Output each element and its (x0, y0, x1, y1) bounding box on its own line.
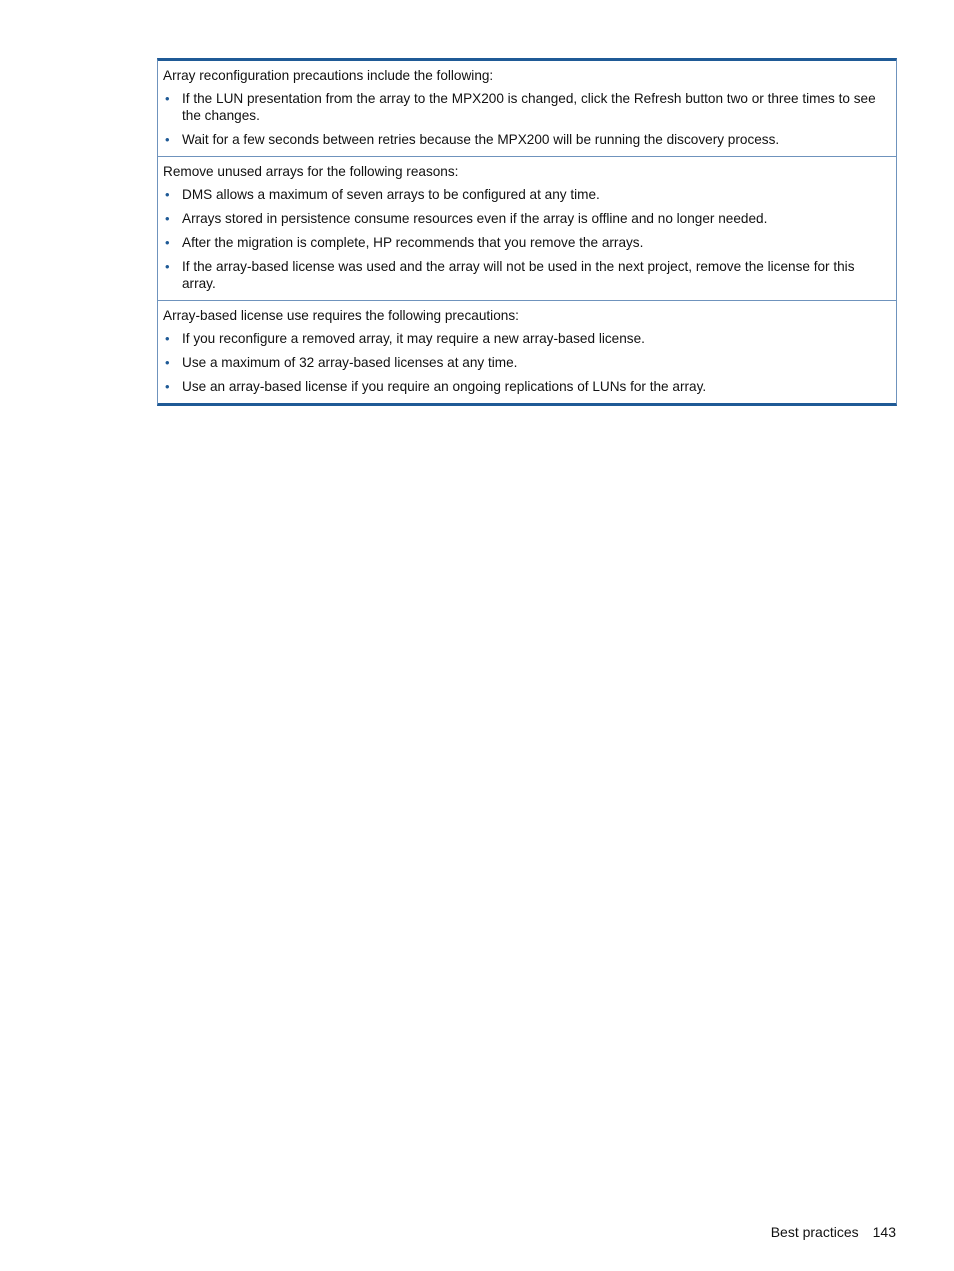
table-row-array-reconfiguration (158, 61, 896, 157)
list-item-text: If the array-based license was used and the array will not be used in the next project, remove the license for this array. (182, 259, 855, 291)
bullet-icon: • (165, 355, 170, 370)
page-footer (771, 1223, 896, 1241)
list-item (163, 131, 891, 148)
list-item-text: Use a maximum of 32 array-based licenses at any time. (182, 355, 518, 370)
bullet-icon: • (165, 331, 170, 346)
bullet-icon: • (165, 259, 170, 274)
list-item (163, 210, 891, 227)
page-number: 143 (872, 1224, 896, 1240)
list-item-text: If the LUN presentation from the array to the MPX200 is changed, click the Refresh button two or three times to see the changes. (182, 91, 876, 123)
bullet-icon: • (165, 91, 170, 106)
bullet-list (163, 330, 891, 395)
list-item (163, 90, 891, 124)
bullet-icon: • (165, 235, 170, 250)
list-item (163, 354, 891, 371)
list-item (163, 186, 891, 203)
bullet-icon: • (165, 132, 170, 147)
cell-intro: Array reconfiguration precautions include the following: (163, 68, 494, 83)
bullet-list (163, 90, 891, 148)
cell-intro: Remove unused arrays for the following reasons: (163, 164, 459, 179)
list-item (163, 258, 891, 292)
list-item (163, 378, 891, 395)
list-item-text: DMS allows a maximum of seven arrays to be configured at any time. (182, 187, 600, 202)
bullet-icon: • (165, 187, 170, 202)
bullet-list (163, 186, 891, 292)
list-item-text: Use an array-based license if you require an ongoing replications of LUNs for the array. (182, 379, 707, 394)
list-item-text: After the migration is complete, HP recommends that you remove the arrays. (182, 235, 644, 250)
bullet-icon: • (165, 211, 170, 226)
list-item-text: Arrays stored in persistence consume resources even if the array is offline and no longer needed. (182, 211, 768, 226)
table-row-remove-unused-arrays (158, 157, 896, 301)
precautions-table (157, 58, 897, 406)
list-item (163, 234, 891, 251)
table-row-array-based-license (158, 301, 896, 403)
list-item (163, 330, 891, 347)
footer-section-title: Best practices (770, 1224, 859, 1240)
bullet-icon: • (165, 379, 170, 394)
list-item-text: Wait for a few seconds between retries because the MPX200 will be running the discovery process. (182, 132, 780, 147)
cell-intro: Array-based license use requires the following precautions: (163, 308, 519, 323)
list-item-text: If you reconfigure a removed array, it may require a new array-based license. (182, 331, 645, 346)
